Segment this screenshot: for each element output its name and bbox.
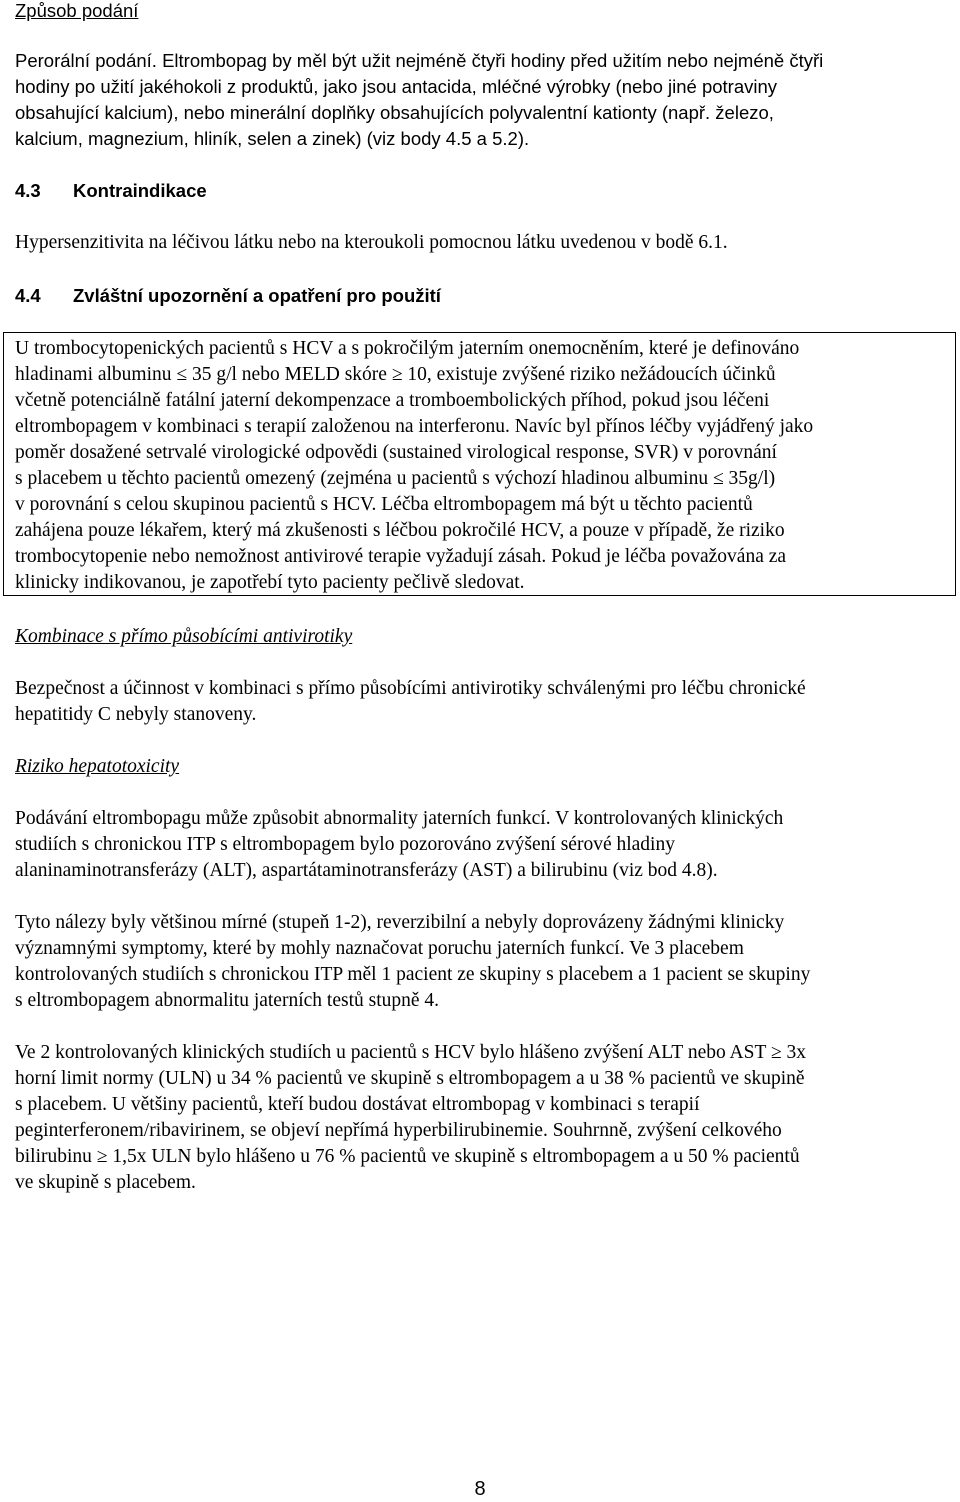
text-line: s eltrombopagem abnormalitu jaterních testů stupně 4. (15, 990, 440, 1011)
hepatotoxicity-paragraph-2 (15, 910, 950, 1014)
intro-paragraph (15, 48, 950, 152)
text-line: kontrolovaných studiích s chronickou ITP měl 1 pacient ze skupiny s placebem a 1 pacient se skupiny (15, 964, 811, 985)
text-line: hladinami albuminu ≤ 35 g/l nebo MELD skóre ≥ 10, existuje zvýšené riziko nežádoucích účinků (15, 364, 776, 385)
text-line: peginterferonem/ribavirinem, se objeví nepřímá hyperbilirubinemie. Souhrnně, zvýšení celkového (15, 1120, 782, 1141)
text-line: horní limit normy (ULN) u 34 % pacientů ve skupině s eltrombopagem a u 38 % pacientů ve skupině (15, 1068, 805, 1089)
hepatotoxicity-paragraph-3 (15, 1040, 950, 1196)
hepatotoxicity-heading: Riziko hepatotoxicity (15, 756, 180, 777)
text-line: U trombocytopenických pacientů s HCV a s pokročilým jaterním onemocněním, které je definováno (15, 338, 800, 359)
hepatotoxicity-paragraph-1 (15, 806, 950, 884)
text-line: trombocytopenie nebo nemožnost antivirové terapie vyžadují zásah. Pokud je léčba považována za (15, 546, 787, 567)
contraindication-text (15, 230, 950, 256)
combination-heading: Kombinace s přímo působícími antivirotiky (15, 626, 353, 647)
warning-box-text (15, 336, 950, 596)
section-title: Zvláštní upozornění a opatření pro použití (73, 285, 441, 306)
section-number: 4.3 (15, 180, 41, 201)
text-line: studiích s chronickou ITP s eltrombopagem bylo pozorováno zvýšení sérové hladiny (15, 834, 675, 855)
intro-line: kalcium, magnezium, hliník, selen a zinek) (viz body 4.5 a 5.2). (15, 128, 530, 149)
text-line: ve skupině s placebem. (15, 1172, 196, 1193)
page-number: 8 (474, 1478, 486, 1500)
intro-line: hodiny po užití jakéhokoli z produktů, jako jsou antacida, mléčné výrobky (nebo jiné potraviny (15, 76, 778, 97)
text-line: s placebem u těchto pacientů omezený (zejména u pacientů s výchozí hladinou albuminu ≤ 35g/l) (15, 468, 776, 489)
section-4-3-heading (15, 178, 207, 204)
text-line: hepatitidy C nebyly stanoveny. (15, 704, 257, 725)
text-line: bilirubinu ≥ 1,5x ULN bylo hlášeno u 76 % pacientů ve skupině s eltrombopagem a u 50 % pacientů (15, 1146, 800, 1167)
combination-text (15, 676, 950, 728)
text-line: alaninaminotransferázy (ALT), aspartátaminotransferázy (AST) a bilirubinu (viz bod 4.8). (15, 860, 718, 881)
intro-line: obsahující kalcium), nebo minerální doplňky obsahujících polyvalentní kationty (např. železo, (15, 102, 774, 123)
section-4-4-heading (15, 283, 441, 309)
text-line: v porovnání s celou skupinou pacientů s HCV. Léčba eltrombopagem má být u těchto pacientů (15, 494, 753, 515)
section-number: 4.4 (15, 285, 41, 306)
text-line: klinicky indikovanou, je zapotřebí tyto pacienty pečlivě sledovat. (15, 572, 525, 593)
text-line: Podávání eltrombopagu může způsobit abnormality jaterních funkcí. V kontrolovaných klinických (15, 808, 784, 829)
method-heading: Způsob podání (15, 0, 139, 21)
intro-line: Perorální podání. Eltrombopag by měl být užit nejméně čtyři hodiny před užitím nebo nejméně čtyři (15, 50, 824, 71)
text-line: včetně potenciálně fatální jaterní dekompenzace a tromboembolických příhod, pokud jsou léčeni (15, 390, 770, 411)
text-line: Tyto nálezy byly většinou mírné (stupeň 1-2), reverzibilní a nebyly doprovázeny žádnými klinicky (15, 912, 785, 933)
text-line: s placebem. U většiny pacientů, kteří budou dostávat eltrombopag v kombinaci s terapií (15, 1094, 700, 1115)
text-line: významnými symptomy, které by mohly naznačovat poruchu jaterních funkcí. Ve 3 placebem (15, 938, 744, 959)
text-line: Hypersenzitivita na léčivou látku nebo na kteroukoli pomocnou látku uvedenou v bodě 6.1. (15, 232, 728, 253)
text-line: Bezpečnost a účinnost v kombinaci s přímo působícími antivirotiky schválenými pro léčbu chronické (15, 678, 806, 699)
text-line: eltrombopagem v kombinaci s terapií založenou na interferonu. Navíc byl přínos léčby vyjádřený jako (15, 416, 814, 437)
text-line: poměr dosažené setrvalé virologické odpovědi (sustained virological response, SVR) v porovnání (15, 442, 777, 463)
text-line: zahájena pouze lékařem, který má zkušenosti s léčbou pokročilé HCV, a pouze v případě, že riziko (15, 520, 785, 541)
section-title: Kontraindikace (73, 180, 207, 201)
text-line: Ve 2 kontrolovaných klinických studiích u pacientů s HCV bylo hlášeno zvýšení ALT nebo AST ≥ 3x (15, 1042, 806, 1063)
